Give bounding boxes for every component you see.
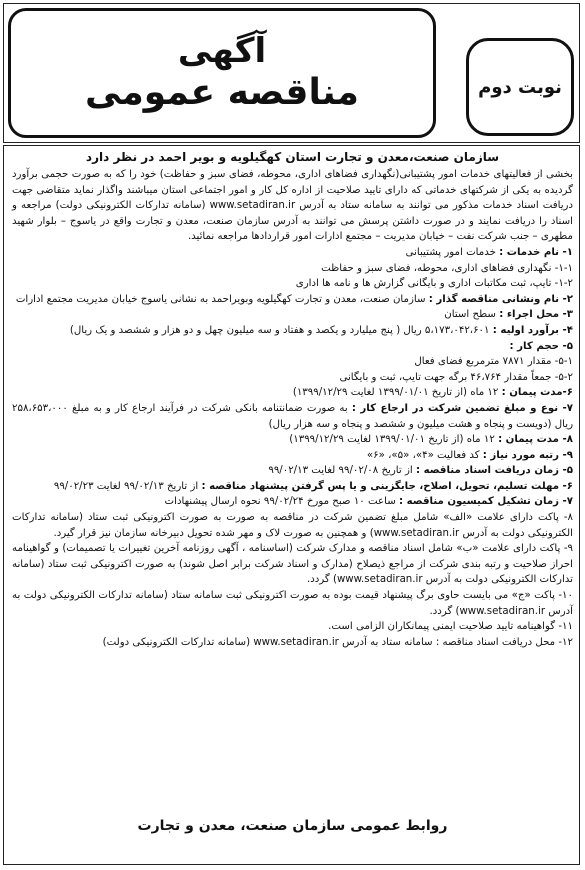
footer-signature: روابط عمومی سازمان صنعت، معدن و تجارت <box>137 818 448 834</box>
item-text: سطح استان <box>444 309 500 321</box>
item-label: ۶- مهلت تسلیم، تحویل، اصلاح، جایگزینی و یا پس گرفتن پیشنهاد مناقصه : <box>201 480 573 492</box>
item-label: ۵- حجم کار : <box>509 340 573 352</box>
list-item <box>12 245 573 261</box>
list-item <box>12 354 573 370</box>
list-item <box>12 494 573 510</box>
item-text: ۱-۲- تایپ، ثبت مکاتبات اداری و بایگانی گزارش ها و نامه ها اداری <box>295 278 573 290</box>
tender-title: مناقصه عمومی <box>85 72 359 113</box>
list-item <box>12 339 573 355</box>
items-list <box>12 245 573 650</box>
list-item <box>12 385 573 401</box>
item-label: ۷- نوع و مبلغ تضمین شرکت در ارجاع کار : <box>351 402 573 414</box>
list-item <box>12 432 573 448</box>
item-text: خدمات امور پشتیبانی <box>405 246 500 258</box>
item-label: ۹- رتبه مورد نیاز : <box>482 449 573 461</box>
item-text: از تاریخ ۹۹/۰۲/۰۸ لغایت ۹۹/۰۲/۱۳ <box>268 465 416 477</box>
list-item <box>12 635 573 651</box>
item-text: ۹- پاکت دارای علامت «ب» شامل اسناد مناقصه و مدارک شرکت (اساسنامه ، آگهی روزنامه آخرین تغییرات یا تصمیمات) و گواهینامه احراز صلاحیت و رتبه بندی شرکت از مراجع ذیصلاح (مدارک و اسناد شرکت برابر اصل شوند) به صورت اکترونیکی ثبت ستاد (سامانه تدارکات الکترونیکی دولت به آدرس www.setadiran.ir) گردد. <box>12 543 573 586</box>
item-text: ساعت ۱۰ صبح مورخ ۹۹/۰۲/۲۴ نحوه ارسال پیشنهادات <box>164 496 399 508</box>
item-text: ۵-۱- مقدار ۷۸۷۱ مترمربع فضای فعال <box>414 356 573 368</box>
list-item <box>12 323 573 339</box>
list-item <box>12 292 573 308</box>
item-text: ۱۰- پاکت «ج» می بایست حاوی برگ پیشنهاد قیمت بوده به صورت اکترونیکی ثبت سامانه ستاد (سامانه تدارکات الکترونیکی دولت به آدرس www.setadiran.ir) گردد. <box>12 590 573 617</box>
item-label: ۴- برآورد اولیه : <box>492 324 573 336</box>
list-item <box>12 588 573 619</box>
list-item <box>12 541 573 588</box>
item-label: ۳- محل اجراء : <box>499 309 573 321</box>
list-item <box>12 261 573 277</box>
list-item <box>12 463 573 479</box>
item-text: سازمان صنعت، معدن و تجارت کهگیلویه وبویراحمد به نشانی یاسوج خیابان مدیریت مجتمع ادارات <box>15 293 429 305</box>
item-label: ۱- نام خدمات : <box>499 246 573 258</box>
list-item <box>12 370 573 386</box>
item-label: ۲- نام ونشانی مناقصه گذار : <box>428 293 573 305</box>
item-text: ۱۲- محل دریافت اسناد مناقصه : سامانه ستاد به آدرس www.setadiran.ir (سامانه تدارکات الکترونیکی دولت) <box>102 636 573 648</box>
item-label: ۷- زمان تشکیل کمیسیون مناقصه : <box>398 496 573 508</box>
item-text: ۱۲ ماه (از تاریخ ۱۳۹۹/۰۱/۰۱ لغایت ۱۳۹۹/۱۲/۲۹) <box>292 387 502 399</box>
item-text: کد فعالیت «۴»، «۵»، «۶» <box>366 449 483 461</box>
intro-paragraph: بخشی از فعالیتهای خدمات امور پشتیبانی(نگهداری فضاهای اداری، محوطه، فضای سبز و حفاظت) خود را که به صورت حجمی برآورد گردیده به یکی از شرکتهای خدماتی که دارای تایید صلاحیت از اداره کل کار و امور اجتماعی استان میباشند واگذار نماید متقاضی جهت دریافت اسناد خدمات مذکور می توانند به سامانه ستاد به آدرس www.setadiran.ir (سامانه تدارکات الکترونیکی دولت) مراجعه و اسناد را دریافت نمایند و در صورت داشتن پرسش می توانند به آدرس سازمان صنعت، معدن و تجارت واقع در یاسوج – بلوار شهید مطهری – جنب شرکت نفت – خیابان مدیریت – مجتمع ادارات امور قراردادها مراجعه نمائید. <box>12 169 574 243</box>
item-label: ۸- مدت پیمان : <box>498 434 573 446</box>
list-item <box>12 276 573 292</box>
item-text: ۱۲ ماه (از تاریخ ۱۳۹۹/۰۱/۰۱ لغایت ۱۳۹۹/۱۲/۲۹) <box>289 434 499 446</box>
item-text: ۵،۱۷۳،۰۴۲،۶۰۱ ریال ( پنج میلیارد و یکصد و هفتاد و سه میلیون چهل و دو هزار و ششصد و یک ریال) <box>69 324 493 336</box>
item-text: ۱-۱- نگهداری فضاهای اداری، محوطه، فضای سبز و حفاظت <box>321 262 573 274</box>
notice-content <box>12 149 573 650</box>
list-item <box>12 401 573 432</box>
list-item <box>12 448 573 464</box>
notice-title: آگهی <box>177 31 267 71</box>
item-label: ۵- زمان دریافت اسناد مناقصه : <box>415 465 573 477</box>
round-badge: نوبت دوم <box>466 38 574 136</box>
org-heading: سازمان صنعت،معدن و تجارت استان کهگیلویه و بویر احمد در نظر دارد <box>85 150 500 164</box>
item-text: به صورت ضمانتنامه بانکی شرکت در فرآیند ارجاع کار و به مبلغ ۲۵۸،۶۵۳،۰۰۰ ریال (دویست و پنجاه و هشت میلیون و ششصد و پنجاه و سه هزار ریال) <box>12 402 573 430</box>
list-item <box>12 510 573 541</box>
item-label: ۶-مدت پیمان : <box>501 387 573 399</box>
item-text: از تاریخ ۹۹/۰۲/۱۳ لغایت ۹۹/۰۲/۲۳ <box>53 480 202 492</box>
item-text: ۸- پاکت دارای علامت «الف» شامل مبلغ تضمین شرکت در مناقصه به صورت به صورت اکترونیکی ثبت ستاد (سامانه تدارکات الکترونیکی دولت به آدرس www.setadiran.ir) و همچنین به صورت لاک و مهر شده تحویل دبیرخانه سازمان نیز قرار گیرد. <box>12 512 573 539</box>
list-item <box>12 619 573 635</box>
item-text: ۵-۲- جمعاً مقدار ۴۶،۷۶۴ برگه جهت تایپ، ثبت و بایگانی <box>339 371 573 383</box>
title-box <box>8 8 436 138</box>
list-item <box>12 307 573 323</box>
item-text: ۱۱- گواهینامه تایید صلاحیت ایمنی پیمانکاران الزامی است. <box>328 621 573 633</box>
list-item <box>12 479 573 495</box>
